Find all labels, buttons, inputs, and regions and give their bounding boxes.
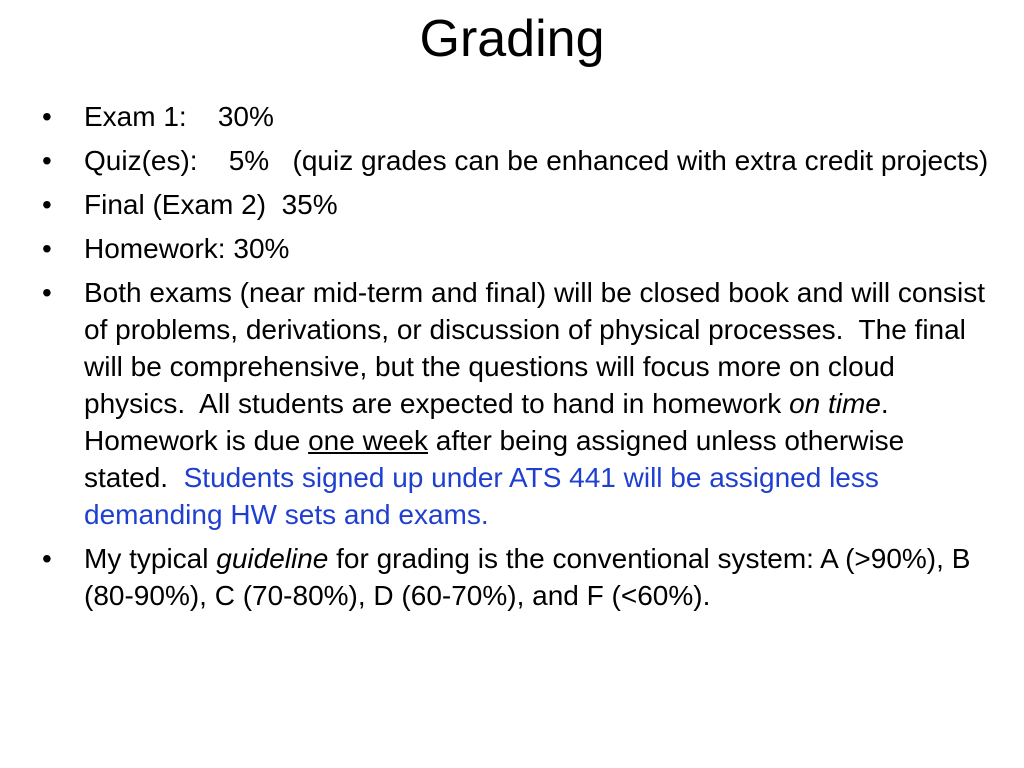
exam1-value: 30%	[217, 101, 274, 132]
exams-policy-text-3: after being assigned unless otherwise stated.	[84, 425, 913, 493]
homework-label: Homework:	[84, 233, 226, 264]
quiz-value: 5%	[228, 145, 270, 176]
exams-policy-text-2: . Homework is due	[84, 388, 905, 456]
grading-bullet-list	[42, 98, 992, 621]
bullet-exam1	[42, 98, 992, 135]
one-week-underline: one week	[308, 425, 428, 456]
quiz-note: (quiz grades can be enhanced with extra credit projects)	[292, 145, 989, 176]
guideline-text-1: My typical	[84, 543, 217, 574]
bullet-exams-policy	[42, 274, 992, 533]
bullet-quiz	[42, 142, 992, 179]
ats441-note: Students signed up under ATS 441 will be assigned less demanding HW sets and exams.	[84, 462, 879, 530]
bullet-dot-icon: •	[42, 277, 52, 308]
final-value: 35%	[281, 189, 338, 220]
bullet-dot-icon: •	[42, 233, 52, 264]
bullet-dot-icon: •	[42, 101, 52, 132]
guideline-text-2: for grading is the conventional system: A (>90%), B (80-90%), C (70-80%), D (60-70%), and F (<60%).	[84, 543, 971, 611]
bullet-final	[42, 186, 992, 223]
bullet-grading-guideline	[42, 540, 992, 614]
exam1-label: Exam 1:	[84, 101, 187, 132]
bullet-dot-icon: •	[42, 145, 52, 176]
bullet-dot-icon: •	[42, 189, 52, 220]
guideline-emphasis: guideline	[216, 543, 329, 574]
bullet-homework	[42, 230, 992, 267]
homework-value: 30%	[233, 233, 290, 264]
slide-title: Grading	[419, 10, 605, 68]
on-time-emphasis: on time	[789, 388, 881, 419]
quiz-label: Quiz(es):	[84, 145, 198, 176]
bullet-dot-icon: •	[42, 543, 52, 574]
final-label: Final (Exam 2)	[84, 189, 267, 220]
exams-policy-text-1: Both exams (near mid-term and final) will be closed book and will consist of problems, derivations, or discussion of physical processes. The final will be comprehensive, but the questions will focus more on cloud physics. All students are expected to hand in homework	[84, 277, 993, 419]
